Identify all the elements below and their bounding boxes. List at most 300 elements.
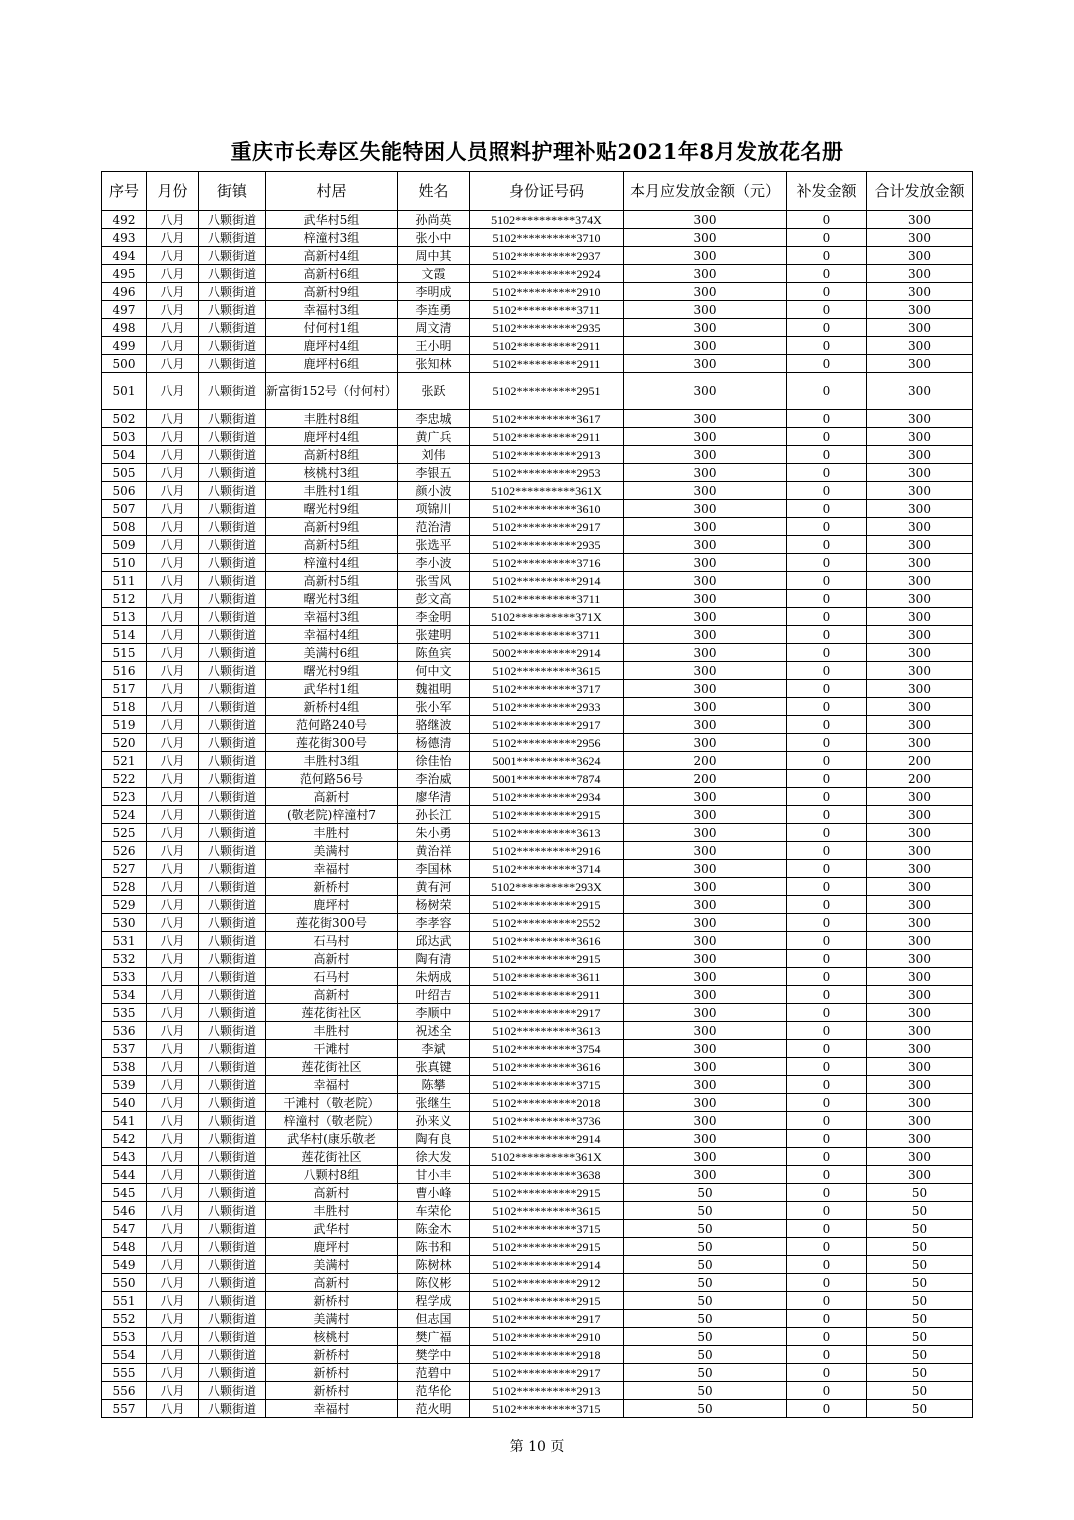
cell-reissue: 0 [787,860,867,878]
cell-id: 5102**********293X [470,878,624,896]
cell-street: 八颗街道 [199,1112,266,1130]
cell-month: 八月 [147,1274,199,1292]
table-row [102,283,973,301]
cell-id: 5001**********3624 [470,752,624,770]
table-row [102,824,973,842]
cell-name: 甘小丰 [398,1166,470,1184]
cell-id: 5102**********361X [470,1148,624,1166]
col-header-name: 姓名 [398,172,470,211]
cell-total: 300 [867,337,973,355]
cell-id: 5102**********2911 [470,355,624,373]
cell-reissue: 0 [787,464,867,482]
cell-total: 300 [867,283,973,301]
cell-due: 300 [624,247,787,265]
cell-name: 陶有良 [398,1130,470,1148]
cell-reissue: 0 [787,410,867,428]
cell-seq: 506 [102,482,147,500]
cell-seq: 555 [102,1364,147,1382]
cell-month: 八月 [147,824,199,842]
cell-village: 武华村5组 [266,211,398,229]
cell-total: 50 [867,1274,973,1292]
cell-village: 莲花街社区 [266,1004,398,1022]
cell-reissue: 0 [787,986,867,1004]
cell-month: 八月 [147,1076,199,1094]
cell-street: 八颗街道 [199,265,266,283]
cell-due: 300 [624,1076,787,1094]
cell-due: 50 [624,1274,787,1292]
cell-name: 樊学中 [398,1346,470,1364]
cell-id: 5102**********3638 [470,1166,624,1184]
header-row [102,172,973,211]
cell-reissue: 0 [787,229,867,247]
table-row [102,301,973,319]
cell-village: 付何村1组 [266,319,398,337]
table-row [102,1184,973,1202]
cell-name: 魏祖明 [398,680,470,698]
cell-total: 300 [867,842,973,860]
cell-village: 莲花街社区 [266,1058,398,1076]
cell-id: 5102**********3616 [470,932,624,950]
table-row [102,662,973,680]
cell-id: 5002**********2914 [470,644,624,662]
table-row [102,1310,973,1328]
cell-street: 八颗街道 [199,698,266,716]
cell-name: 范碧中 [398,1364,470,1382]
cell-month: 八月 [147,644,199,662]
cell-street: 八颗街道 [199,644,266,662]
cell-seq: 543 [102,1148,147,1166]
cell-seq: 553 [102,1328,147,1346]
cell-village: 美满村 [266,1256,398,1274]
cell-village: 美满村 [266,1310,398,1328]
cell-village: 丰胜村3组 [266,752,398,770]
cell-total: 300 [867,1112,973,1130]
cell-total: 50 [867,1328,973,1346]
cell-due: 300 [624,824,787,842]
cell-seq: 523 [102,788,147,806]
cell-month: 八月 [147,842,199,860]
cell-reissue: 0 [787,914,867,932]
cell-village: 鹿坪村4组 [266,337,398,355]
cell-village: 幸福村4组 [266,626,398,644]
cell-due: 300 [624,410,787,428]
cell-id: 5102**********3615 [470,1202,624,1220]
cell-village: 核桃村3组 [266,464,398,482]
cell-village: 幸福村 [266,1076,398,1094]
cell-street: 八颗街道 [199,1004,266,1022]
cell-village: 高新村 [266,1184,398,1202]
cell-id: 5102**********2912 [470,1274,624,1292]
cell-seq: 540 [102,1094,147,1112]
cell-street: 八颗街道 [199,428,266,446]
cell-id: 5102**********3717 [470,680,624,698]
cell-village: 高新村6组 [266,265,398,283]
table-row [102,229,973,247]
cell-street: 八颗街道 [199,572,266,590]
cell-reissue: 0 [787,1292,867,1310]
table-row [102,950,973,968]
cell-seq: 517 [102,680,147,698]
table-row [102,734,973,752]
cell-total: 300 [867,229,973,247]
cell-month: 八月 [147,1058,199,1076]
cell-total: 50 [867,1382,973,1400]
cell-name: 李小波 [398,554,470,572]
cell-month: 八月 [147,1148,199,1166]
cell-reissue: 0 [787,770,867,788]
cell-total: 200 [867,770,973,788]
table-row [102,1292,973,1310]
table-row [102,247,973,265]
cell-seq: 502 [102,410,147,428]
cell-total: 50 [867,1346,973,1364]
cell-reissue: 0 [787,698,867,716]
cell-village: 新桥村 [266,1382,398,1400]
cell-street: 八颗街道 [199,1256,266,1274]
cell-reissue: 0 [787,536,867,554]
cell-street: 八颗街道 [199,788,266,806]
cell-total: 300 [867,644,973,662]
cell-street: 八颗街道 [199,626,266,644]
cell-village: 新桥村4组 [266,698,398,716]
cell-due: 50 [624,1310,787,1328]
cell-id: 5102**********3715 [470,1400,624,1418]
cell-month: 八月 [147,1256,199,1274]
cell-street: 八颗街道 [199,211,266,229]
table-row [102,355,973,373]
cell-village: 莲花街300号 [266,734,398,752]
col-header-total: 合计发放金额 [867,172,973,211]
cell-village: 核桃村 [266,1328,398,1346]
cell-seq: 496 [102,283,147,301]
cell-village: 干滩村（敬老院） [266,1094,398,1112]
cell-due: 50 [624,1184,787,1202]
cell-month: 八月 [147,1112,199,1130]
cell-name: 项锦川 [398,500,470,518]
cell-total: 300 [867,1094,973,1112]
cell-reissue: 0 [787,1328,867,1346]
cell-name: 黄治祥 [398,842,470,860]
col-header-street: 街镇 [199,172,266,211]
cell-reissue: 0 [787,896,867,914]
cell-name: 范华伦 [398,1382,470,1400]
table-row [102,590,973,608]
cell-village: 高新村5组 [266,572,398,590]
cell-name: 陶有清 [398,950,470,968]
cell-name: 杨树荣 [398,896,470,914]
cell-seq: 549 [102,1256,147,1274]
table-row [102,337,973,355]
cell-due: 300 [624,608,787,626]
table-body [102,211,973,1418]
cell-id: 5102**********2917 [470,1004,624,1022]
cell-seq: 515 [102,644,147,662]
cell-reissue: 0 [787,482,867,500]
cell-street: 八颗街道 [199,662,266,680]
cell-seq: 530 [102,914,147,932]
cell-total: 50 [867,1238,973,1256]
cell-reissue: 0 [787,968,867,986]
cell-total: 300 [867,319,973,337]
cell-id: 5102**********2956 [470,734,624,752]
cell-name: 陈树林 [398,1256,470,1274]
cell-due: 300 [624,1094,787,1112]
cell-village: 高新村5组 [266,536,398,554]
cell-village: 幸福村 [266,1400,398,1418]
cell-street: 八颗街道 [199,860,266,878]
page-title: 重庆市长寿区失能特困人员照料护理补贴2021年8月发放花名册 [230,139,844,164]
cell-id: 5102**********2937 [470,247,624,265]
cell-seq: 547 [102,1220,147,1238]
cell-due: 50 [624,1238,787,1256]
cell-street: 八颗街道 [199,1076,266,1094]
cell-total: 300 [867,662,973,680]
cell-total: 300 [867,554,973,572]
cell-id: 5102**********371X [470,608,624,626]
cell-due: 300 [624,1112,787,1130]
cell-street: 八颗街道 [199,355,266,373]
cell-seq: 516 [102,662,147,680]
cell-seq: 529 [102,896,147,914]
cell-id: 5102**********2915 [470,806,624,824]
cell-village: 高新村8组 [266,446,398,464]
cell-name: 张建明 [398,626,470,644]
cell-month: 八月 [147,1328,199,1346]
cell-village: 高新村4组 [266,247,398,265]
cell-name: 孙长江 [398,806,470,824]
cell-village: 幸福村3组 [266,301,398,319]
cell-due: 300 [624,464,787,482]
cell-due: 300 [624,1130,787,1148]
cell-id: 5102**********3613 [470,824,624,842]
cell-month: 八月 [147,788,199,806]
cell-seq: 503 [102,428,147,446]
cell-seq: 557 [102,1400,147,1418]
cell-seq: 550 [102,1274,147,1292]
cell-month: 八月 [147,1130,199,1148]
cell-reissue: 0 [787,1310,867,1328]
cell-due: 50 [624,1220,787,1238]
cell-due: 300 [624,1148,787,1166]
cell-id: 5102**********3710 [470,229,624,247]
cell-street: 八颗街道 [199,554,266,572]
cell-reissue: 0 [787,337,867,355]
table-row [102,1004,973,1022]
cell-seq: 535 [102,1004,147,1022]
cell-name: 文霞 [398,265,470,283]
cell-due: 300 [624,1058,787,1076]
table-row [102,1400,973,1418]
cell-total: 300 [867,680,973,698]
cell-reissue: 0 [787,1004,867,1022]
cell-id: 5102**********2934 [470,788,624,806]
cell-due: 300 [624,806,787,824]
cell-village: 武华村(康乐敬老 [266,1130,398,1148]
cell-due: 50 [624,1292,787,1310]
cell-village: 梓潼村3组 [266,229,398,247]
cell-reissue: 0 [787,1022,867,1040]
cell-reissue: 0 [787,301,867,319]
cell-reissue: 0 [787,1202,867,1220]
col-header-reissue: 补发金额 [787,172,867,211]
table-row [102,680,973,698]
cell-seq: 537 [102,1040,147,1058]
cell-seq: 521 [102,752,147,770]
cell-id: 5102**********2915 [470,896,624,914]
cell-due: 300 [624,716,787,734]
cell-id: 5102**********2915 [470,1238,624,1256]
table-row [102,1202,973,1220]
table-row [102,1346,973,1364]
cell-name: 樊广福 [398,1328,470,1346]
table-row [102,878,973,896]
cell-id: 5102**********2953 [470,464,624,482]
cell-name: 黄有河 [398,878,470,896]
cell-due: 300 [624,914,787,932]
cell-id: 5102**********2910 [470,1328,624,1346]
cell-name: 周中其 [398,247,470,265]
cell-month: 八月 [147,608,199,626]
cell-village: 高新村9组 [266,283,398,301]
cell-id: 5102**********3616 [470,1058,624,1076]
cell-month: 八月 [147,1004,199,1022]
cell-month: 八月 [147,572,199,590]
cell-due: 300 [624,554,787,572]
cell-total: 300 [867,626,973,644]
cell-reissue: 0 [787,1112,867,1130]
cell-village: 新富街152号（付何村） [266,373,398,410]
cell-month: 八月 [147,1022,199,1040]
cell-due: 50 [624,1256,787,1274]
cell-due: 300 [624,878,787,896]
cell-reissue: 0 [787,1094,867,1112]
cell-name: 陈金木 [398,1220,470,1238]
cell-street: 八颗街道 [199,536,266,554]
cell-id: 5102**********2914 [470,572,624,590]
cell-month: 八月 [147,950,199,968]
cell-id: 5102**********2911 [470,986,624,1004]
cell-street: 八颗街道 [199,1382,266,1400]
cell-village: 曙光村9组 [266,500,398,518]
cell-village: 鹿坪村6组 [266,355,398,373]
cell-street: 八颗街道 [199,229,266,247]
cell-id: 5102**********3617 [470,410,624,428]
cell-due: 300 [624,337,787,355]
cell-total: 50 [867,1256,973,1274]
cell-village: 梓潼村4组 [266,554,398,572]
cell-total: 300 [867,410,973,428]
cell-total: 300 [867,301,973,319]
cell-total: 50 [867,1184,973,1202]
cell-month: 八月 [147,355,199,373]
cell-id: 5102**********2911 [470,428,624,446]
cell-id: 5102**********3715 [470,1220,624,1238]
cell-due: 300 [624,950,787,968]
cell-month: 八月 [147,968,199,986]
cell-id: 5102**********3714 [470,860,624,878]
cell-due: 50 [624,1382,787,1400]
cell-month: 八月 [147,914,199,932]
cell-id: 5102**********2914 [470,1130,624,1148]
cell-id: 5102**********3615 [470,662,624,680]
cell-reissue: 0 [787,1274,867,1292]
cell-village: 新桥村 [266,1364,398,1382]
table-row [102,770,973,788]
cell-street: 八颗街道 [199,500,266,518]
table-row [102,698,973,716]
table-row [102,1058,973,1076]
cell-village: 高新村 [266,788,398,806]
cell-seq: 544 [102,1166,147,1184]
cell-month: 八月 [147,1310,199,1328]
cell-reissue: 0 [787,950,867,968]
cell-due: 50 [624,1328,787,1346]
cell-month: 八月 [147,626,199,644]
cell-village: 曙光村9组 [266,662,398,680]
cell-due: 300 [624,446,787,464]
cell-due: 300 [624,860,787,878]
table-row [102,896,973,914]
cell-month: 八月 [147,1094,199,1112]
cell-seq: 509 [102,536,147,554]
cell-street: 八颗街道 [199,932,266,950]
table-row [102,932,973,950]
cell-seq: 554 [102,1346,147,1364]
cell-reissue: 0 [787,1148,867,1166]
table-row [102,265,973,283]
cell-name: 孙尚英 [398,211,470,229]
cell-reissue: 0 [787,319,867,337]
cell-due: 300 [624,301,787,319]
cell-id: 5102**********2917 [470,1364,624,1382]
cell-street: 八颗街道 [199,1130,266,1148]
cell-name: 邱达武 [398,932,470,950]
cell-total: 300 [867,1148,973,1166]
cell-due: 300 [624,986,787,1004]
cell-due: 200 [624,770,787,788]
cell-street: 八颗街道 [199,301,266,319]
cell-month: 八月 [147,662,199,680]
col-header-month: 月份 [147,172,199,211]
cell-seq: 541 [102,1112,147,1130]
table-row [102,1022,973,1040]
cell-total: 300 [867,500,973,518]
table-row [102,860,973,878]
cell-village: 干滩村 [266,1040,398,1058]
cell-due: 300 [624,265,787,283]
cell-name: 陈鱼宾 [398,644,470,662]
cell-seq: 527 [102,860,147,878]
cell-name: 曹小峰 [398,1184,470,1202]
cell-street: 八颗街道 [199,770,266,788]
table-row [102,446,973,464]
cell-id: 5102**********2933 [470,698,624,716]
cell-village: 莲花街社区 [266,1148,398,1166]
cell-seq: 525 [102,824,147,842]
cell-seq: 497 [102,301,147,319]
cell-reissue: 0 [787,878,867,896]
cell-street: 八颗街道 [199,482,266,500]
cell-total: 300 [867,968,973,986]
cell-month: 八月 [147,1166,199,1184]
cell-street: 八颗街道 [199,1238,266,1256]
cell-due: 300 [624,482,787,500]
cell-name: 程学成 [398,1292,470,1310]
cell-due: 300 [624,788,787,806]
cell-total: 300 [867,986,973,1004]
cell-seq: 494 [102,247,147,265]
cell-street: 八颗街道 [199,1040,266,1058]
